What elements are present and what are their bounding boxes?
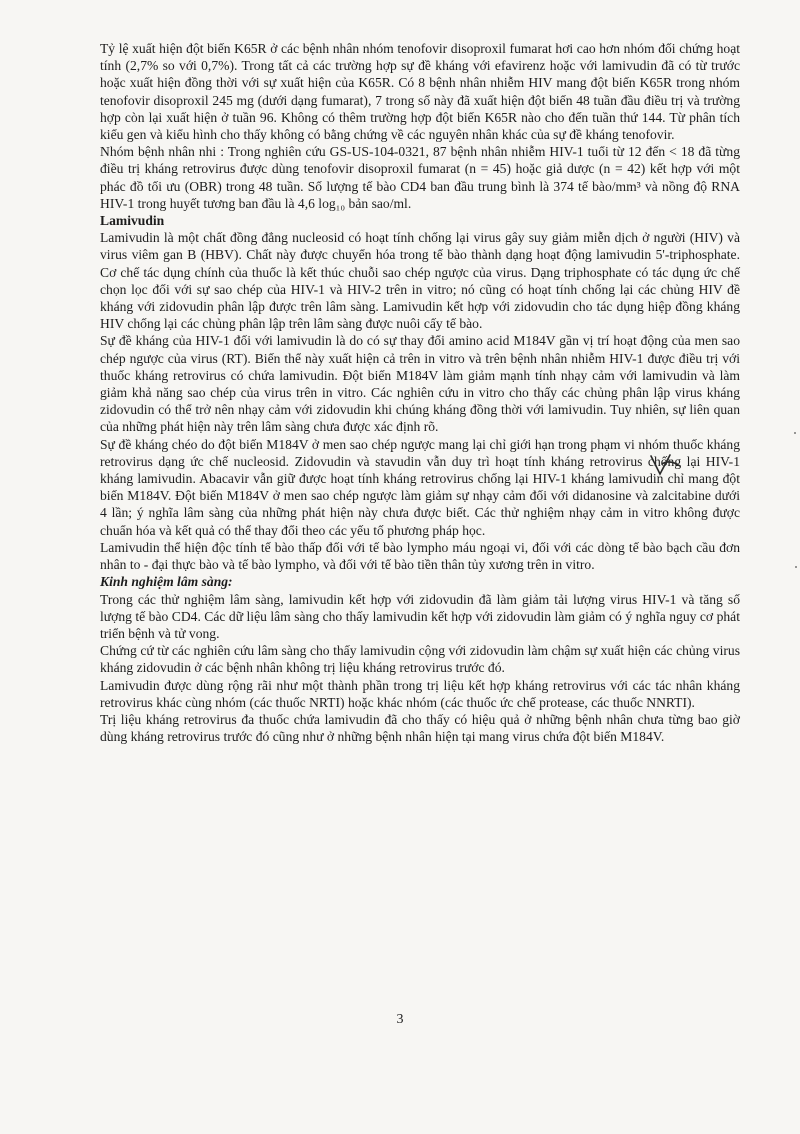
paragraph-clinical-trials: Trong các thử nghiệm lâm sàng, lamivudin kết hợp với zidovudin đã làm giảm tải lượng virus HIV-1 và tăng số lượng tế bào CD4. Các dữ liệu lâm sàng cho thấy lamivudin kết hợp với zidovudin làm giảm có ý nghĩa nguy cơ phát triển bệnh và tử vong. (100, 591, 740, 641)
paragraph-combination: Lamivudin được dùng rộng rãi như một thành phần trong trị liệu kết hợp kháng retrovirus với các tác nhân kháng retrovirus khác cùng nhóm (các thuốc NRTI) hoặc khác nhóm (các thuốc ức chế protease, các thuốc NNRTI). (100, 677, 740, 710)
paragraph-lamivudin-intro: Lamivudin là một chất đồng đẳng nucleosid có hoạt tính chống lại virus gây suy giảm miễn dịch ở người (HIV) và virus viêm gan B (HBV). Chất này được chuyển hóa trong tế bào thành dạng hoạt động lamivudin 5'-triphosphate. Cơ chế tác dụng chính của thuốc là kết thúc chuỗi sao chép ngược của virus. Dạng triphosphate có tác dụng ức chế chọn lọc đối với sự sao chép của HIV-1 và HIV-2 trên in vitro; nó cũng có hoạt tính chống lại các chủng HIV đề kháng với zidovudin phân lập được trên lâm sàng. Lamivudin kết hợp với zidovudin cho tác dụng hiệp đồng kháng HIV chống lại các chủng phân lập trên lâm sàng được nuôi cấy tế bào. (100, 230, 740, 332)
paragraph-resistance: Sự đề kháng của HIV-1 đối với lamivudin là do có sự thay đổi amino acid M184V gần vị trí hoạt động của men sao chép ngược của virus (RT). Biến thể này xuất hiện cả trên in vitro và trên bệnh nhân nhiễm HIV-1 được điều trị với thuốc kháng retrovirus có chứa lamivudin. Đột biến M184V làm giảm mạnh tính nhạy cảm với lamivudin và làm giảm khả năng sao chép của virus trên in vitro. Các nghiên cứu in vitro cho thấy các chủng phân lập virus kháng zidovudin có thể trở nên nhạy cảm với zidovudin khi chúng kháng đồng thời với lamivudin. Tuy nhiên, sự liên quan của những phát hiện này trên lâm sàng chưa được xác định rõ. (100, 333, 740, 435)
paragraph-evidence: Chứng cứ từ các nghiên cứu lâm sàng cho thấy lamivudin cộng với zidovudin làm chậm sự xuất hiện các chủng virus kháng zidovudin ở các bệnh nhân không trị liệu kháng retrovirus trước đó. (100, 643, 740, 676)
paragraph-cytotoxicity: Lamivudin thể hiện độc tính tế bào thấp đối với tế bào lympho máu ngoại vi, đối với các dòng tế bào bạch cầu đơn nhân to - đại thực bào và tế bào lympho, và đối với tế bào tiền thân tủy xương trên in vitro. (100, 539, 740, 573)
heading-clinical-experience: Kinh nghiệm lâm sàng: (100, 574, 233, 590)
scan-speck (795, 566, 797, 568)
paragraph-pediatric: Nhóm bệnh nhân nhi : Trong nghiên cứu GS-US-104-0321, 87 bệnh nhân nhiễm HIV-1 tuổi từ 12 đến < 18 đã từng điều trị kháng retrovirus được dùng tenofovir disoproxil fumarat (n = 45) hoặc giả dược (n = 42) kết hợp với một phác đồ tối ưu (OBR) trong 48 tuần. Số lượng tế bào CD4 ban đầu trung bình là 374 tế bào/mm³ và nồng độ RNA HIV-1 trong huyết tương ban đầu là 4,6 log₁₀ bản sao/ml. (100, 144, 740, 211)
paragraph-k65r: Tỷ lệ xuất hiện đột biến K65R ở các bệnh nhân nhóm tenofovir disoproxil fumarat hơi cao hơn nhóm đối chứng hoạt tính (2,7% so với 0,7%). Trong tất cả các trường hợp sự đề kháng với efavirenz hoặc với lamivudin đã có từ trước hoặc xuất hiện đồng thời với sự xuất hiện của K65R. Có 8 bệnh nhân nhiễm HIV mang đột biến K65R trong nhóm tenofovir disoproxil 245 mg (dưới dạng fumarat), 7 trong số này đã xuất hiện đột biến 48 tuần đầu điều trị và trường hợp còn lại xuất hiện ở tuần 96. Không có thêm trường hợp đột biến K65R nào cho đến tuần thứ 144. Từ phân tích kiểu gen và kiểu hình cho thấy không có bằng chứng về các nguyên nhân khác của sự đề kháng tenofovir. (100, 41, 740, 143)
page-number: 3 (396, 1012, 404, 1027)
paragraph-multidrug: Trị liệu kháng retrovirus đa thuốc chứa lamivudin đã cho thấy có hiệu quả ở những bệnh nhân chưa từng bao giờ dùng kháng retrovirus trước đó cũng như ở những bệnh nhân hiện tại mang virus chứa đột biến M184V. (100, 711, 740, 745)
document-body (100, 40, 740, 745)
handwritten-mark (648, 452, 688, 478)
scan-speck (794, 432, 796, 434)
heading-lamivudin: Lamivudin (100, 213, 165, 229)
paragraph-cross-resistance: Sự đề kháng chéo do đột biến M184V ở men sao chép ngược mang lại chỉ giới hạn trong phạm vi nhóm thuốc kháng retrovirus dạng ức chế nucleosid. Zidovudin và stavudin vẫn duy trì hoạt tính kháng retrovirus chống lại HIV-1 kháng lamivudin. Abacavir vẫn giữ được hoạt tính kháng retrovirus chống lại HIV-1 kháng lamivudin chỉ mang đột biến M184V. Đột biến M184V ở men sao chép ngược làm giảm sự nhạy cảm đối với didanosine và zalcitabine dưới 4 lần; ý nghĩa lâm sàng của những phát hiện này chưa được biết. Các thử nghiệm nhạy cảm in vitro không được chuẩn hóa và kết quả có thể thay đổi theo các yếu tố phương pháp học. (100, 436, 740, 538)
